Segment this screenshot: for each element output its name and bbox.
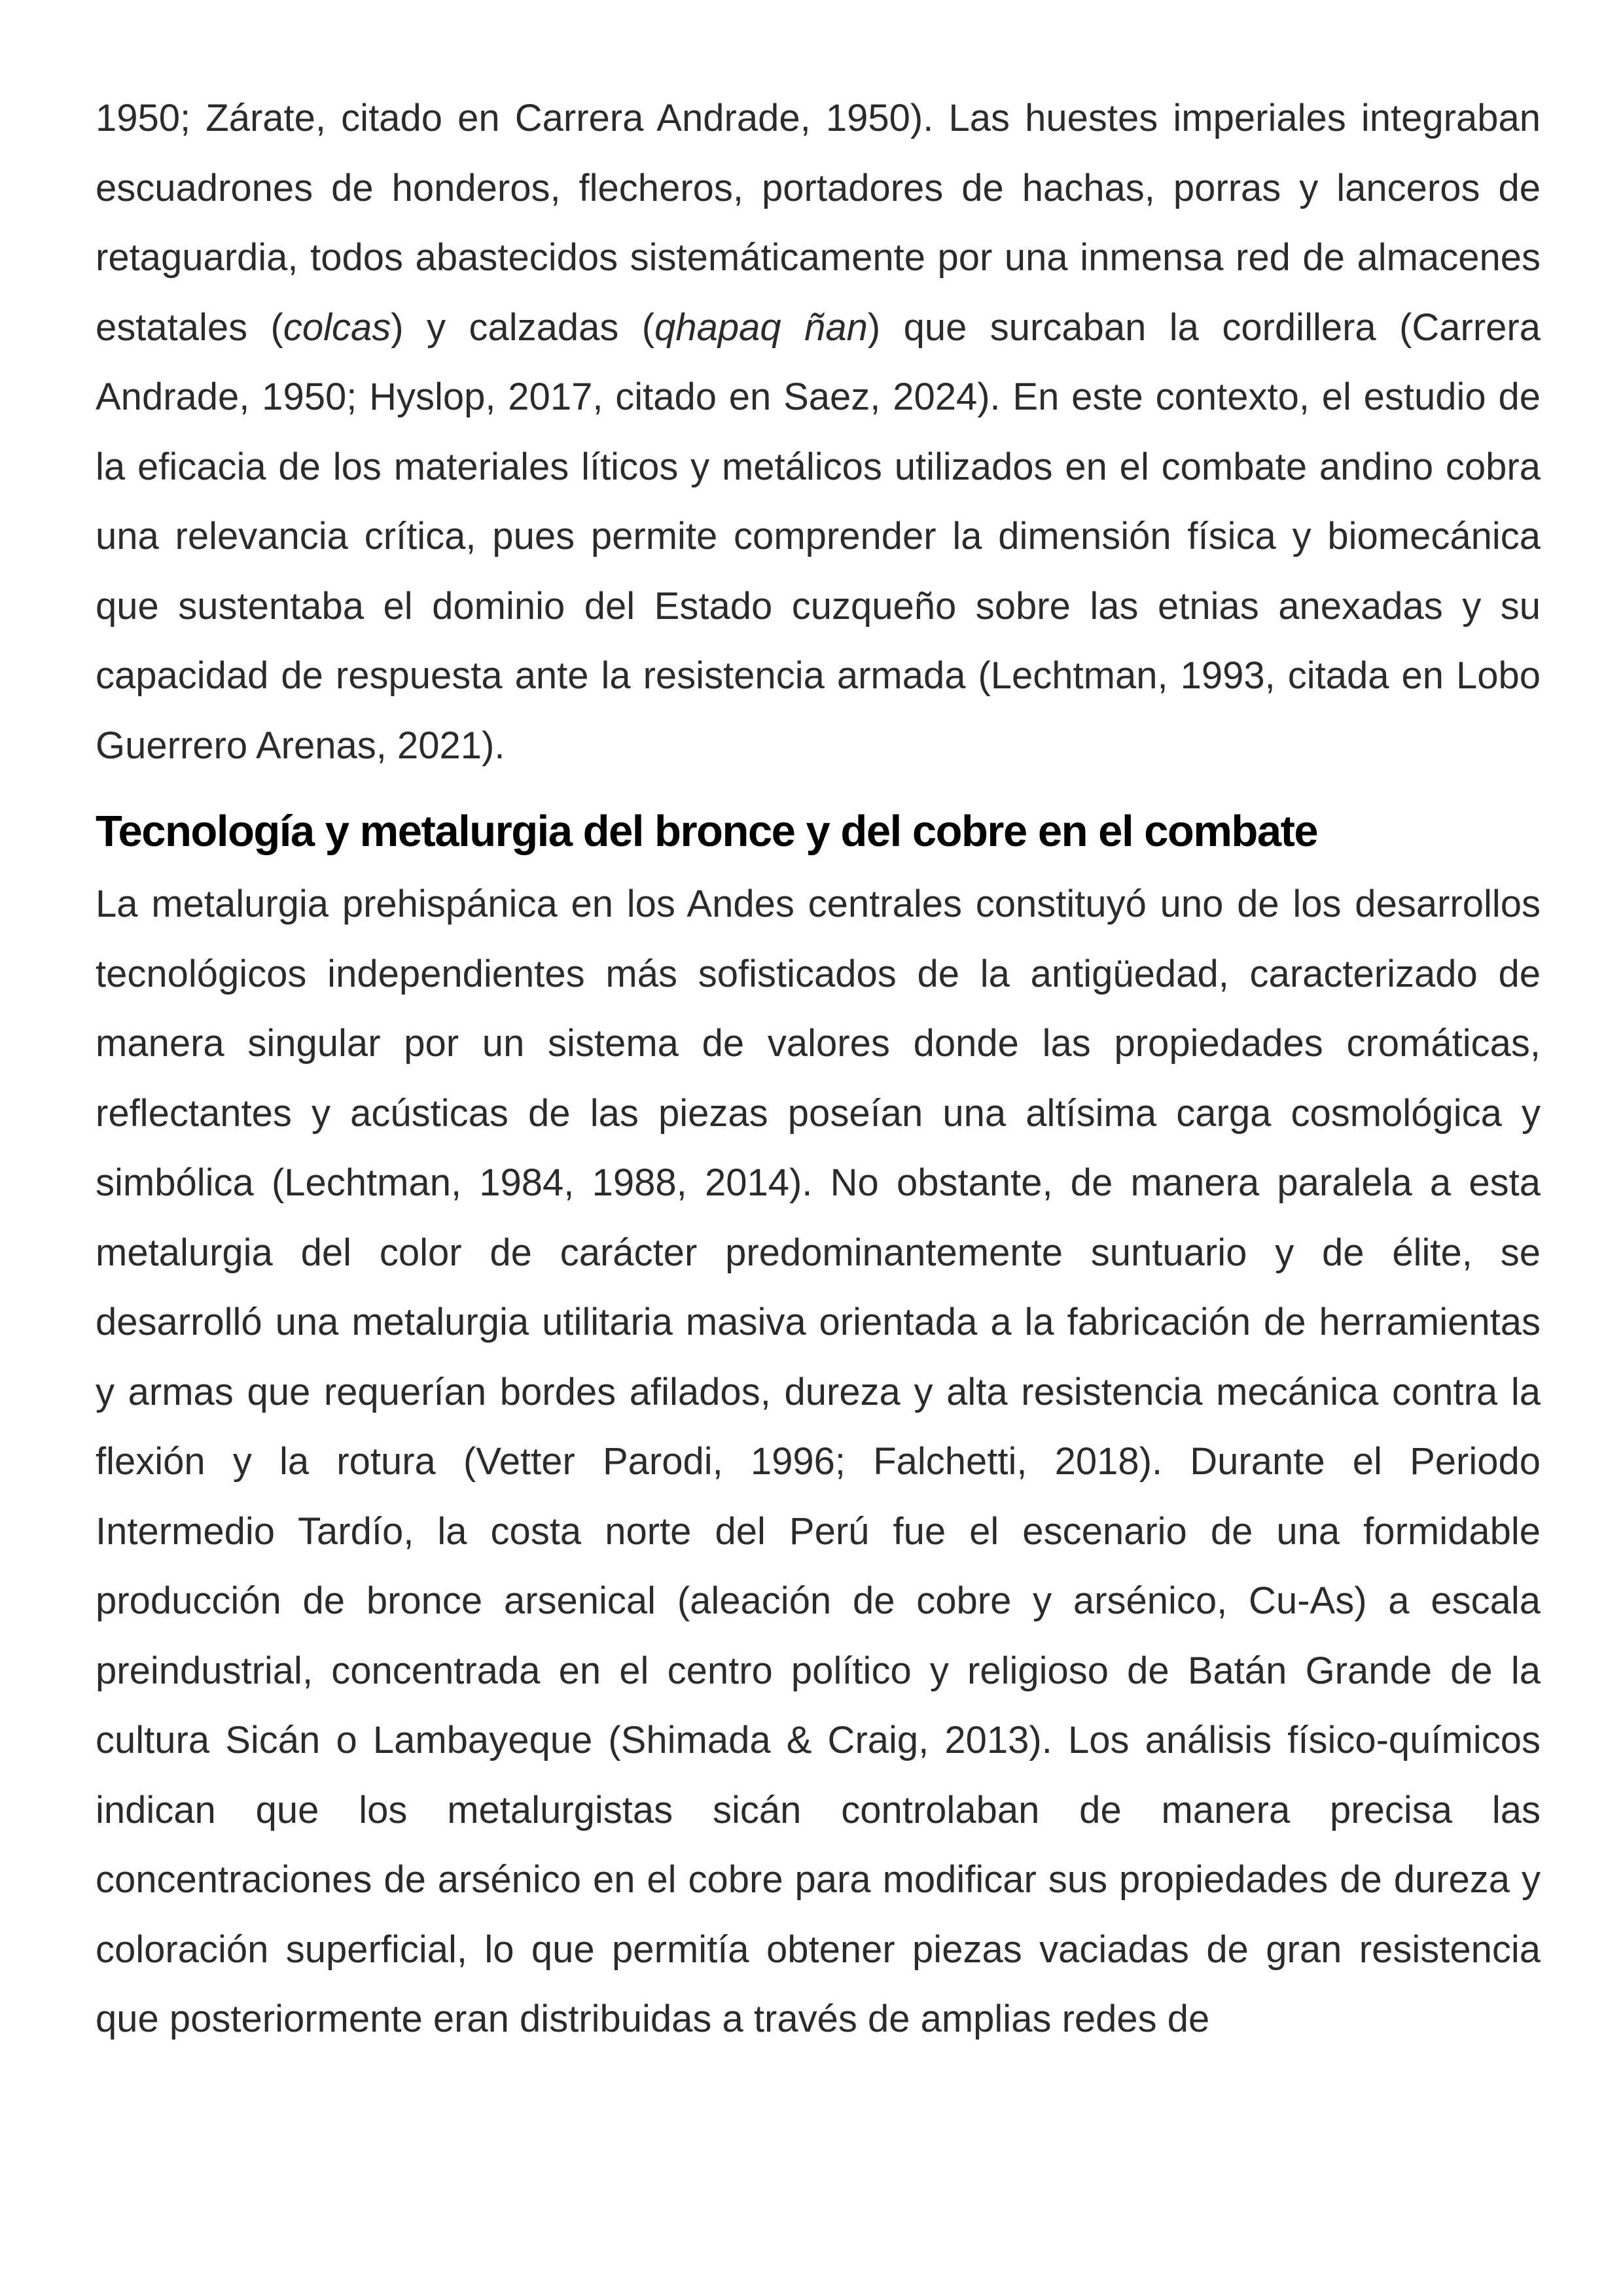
intro-paragraph [96, 84, 1541, 781]
intro-text-part2: ) y calzadas ( [391, 306, 655, 349]
term-qhapaq-nan: qhapaq ñan [654, 306, 868, 349]
intro-text-part3: ) que surcaban la cordillera (Carrera Andrade, 1950; Hyslop, 2017, citado en Saez, 2024). En este contexto, el estudio de la eficacia de los materiales líticos y metálicos utilizados en el combate andino cobra una relevancia crítica, pues permite comprender la dimensión física y biomecánica que sustentaba el dominio del Estado cuzqueño sobre las etnias anexadas y su capacidad de respuesta ante la resistencia armada (Lechtman, 1993, citada en Lobo Guerrero Arenas, 2021). [96, 306, 1541, 767]
document-page [96, 84, 1541, 2055]
term-colcas: colcas [283, 306, 391, 349]
section-paragraph: La metalurgia prehispánica en los Andes centrales constituyó uno de los desarrollos tecnológicos independientes más sofisticados de la antigüedad, caracterizado de manera singular por un sistema de valores donde las propiedades cromáticas, reflectantes y acústicas de las piezas poseían una altísima carga cosmológica y simbólica (Lechtman, 1984, 1988, 2014). No obstante, de manera paralela a esta metalurgia del color de carácter predominantemente suntuario y de élite, se desarrolló una metalurgia utilitaria masiva orientada a la fabricación de herramientas y armas que requerían bordes afilados, dureza y alta resistencia mecánica contra la flexión y la rotura (Vetter Parodi, 1996; Falchetti, 2018). Durante el Periodo Intermedio Tardío, la costa norte del Perú fue el escenario de una formidable producción de bronce arsenical (aleación de cobre y arsénico, Cu-As) a escala preindustrial, concentrada en el centro político y religioso de Batán Grande de la cultura Sicán o Lambayeque (Shimada & Craig, 2013). Los análisis físico-químicos indican que los metalurgistas sicán controlaban de manera precisa las concentraciones de arsénico en el cobre para modificar sus propiedades de dureza y coloración superficial, lo que permitía obtener piezas vaciadas de gran resistencia que posteriormente eran distribuidas a través de amplias redes de [96, 883, 1541, 2040]
intro-text-part1: 1950; Zárate, citado en Carrera Andrade, 1950). Las huestes imperiales integraban escuadrones de honderos, flecheros, portadores de hachas, porras y lanceros de retaguardia, todos abastecidos sistemáticamente por una inmensa red de almacenes estatales ( [96, 97, 1541, 349]
section-heading: Tecnología y metalurgia del bronce y del cobre en el combate [96, 807, 1318, 856]
